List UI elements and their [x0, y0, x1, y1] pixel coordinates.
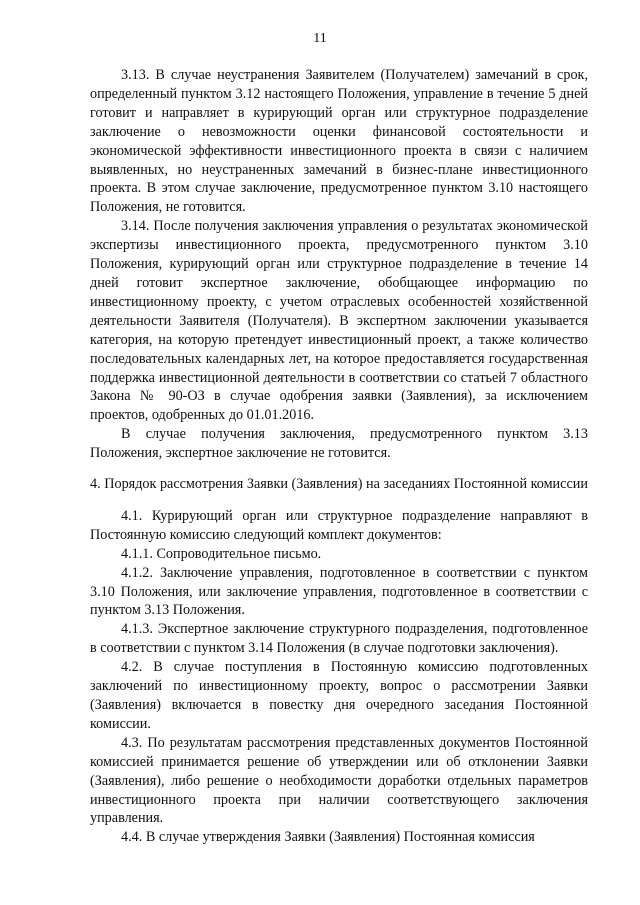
paragraph-4-1-2: 4.1.2. Заключение управления, подготовленное в соответствии с пунктом 3.10 Положения, или заключение управления, подготовленное в соответствии с пунктом 3.13 Положения.	[90, 564, 588, 619]
paragraph-3-14: 3.14. После получения заключения управления о результатах экономической экспертизы инвестиционного проекта, предусмотренного пунктом 3.10 Положения, курирующий орган или структурное подразделение в течение 14 дней готовит экспертное заключение, обобщающее информацию по инвестиционному проекту, с учетом отраслевых особенностей хозяйственной деятельности Заявителя (Получателя). В экспертном заключении указывается категория, на которую претендует инвестиционный проект, а также количество последовательных календарных лет, на которое предоставляется государственная поддержка инвестиционной деятельности в соответствии со статьей 7 областного Закона № 90-ОЗ в случае одобрения заявки (Заявления), за исключением проектов, одобренных до 01.01.2016.	[90, 218, 588, 424]
document-body	[90, 66, 588, 847]
paragraph-3-14-note: В случае получения заключения, предусмотренного пунктом 3.13 Положения, экспертное заключение не готовится.	[90, 426, 588, 462]
paragraph-4-2: 4.2. В случае поступления в Постоянную комиссию подготовленных заключений по инвестиционному проекту, вопрос о рассмотрении Заявки (Заявления) включается в повестку дня очередного заседания Постоянной комиссии.	[90, 659, 588, 732]
paragraph-4-1-3: 4.1.3. Экспертное заключение структурного подразделения, подготовленное в соответствии с пунктом 3.14 Положения (в случае подготовки заключения).	[90, 621, 588, 657]
paragraph-4-4: 4.4. В случае утверждения Заявки (Заявления) Постоянная комиссия	[121, 829, 535, 846]
paragraph-4-3: 4.3. По результатам рассмотрения представленных документов Постоянной комиссией принимается решение об утверждении или об отклонении Заявки (Заявления), либо решение о необходимости доработки отдельных параметров инвестиционного проекта при наличии соответствующего заключения управления.	[90, 734, 588, 827]
paragraph-4-1-1: 4.1.1. Сопроводительное письмо.	[121, 545, 322, 562]
page-number: 11	[313, 31, 327, 46]
section-heading: 4. Порядок рассмотрения Заявки (Заявления) на заседаниях Постоянной комиссии	[90, 476, 588, 493]
paragraph-3-13: 3.13. В случае неустранения Заявителем (Получателем) замечаний в срок, определенный пунктом 3.12 настоящего Положения, управление в течение 5 дней готовит и направляет в курирующий орган или структурное подразделение заключение о невозможности оценки финансовой состоятельности и экономической эффективности инвестиционного проекта в связи с наличием выявленных, но неустраненных замечаний в бизнес-плане инвестиционного проекта. В этом случае заключение, предусмотренное пунктом 3.10 настоящего Положения, не готовится.	[90, 67, 588, 216]
paragraph-4-1: 4.1. Курирующий орган или структурное подразделение направляют в Постоянную комиссию следующий комплект документов:	[90, 507, 588, 543]
